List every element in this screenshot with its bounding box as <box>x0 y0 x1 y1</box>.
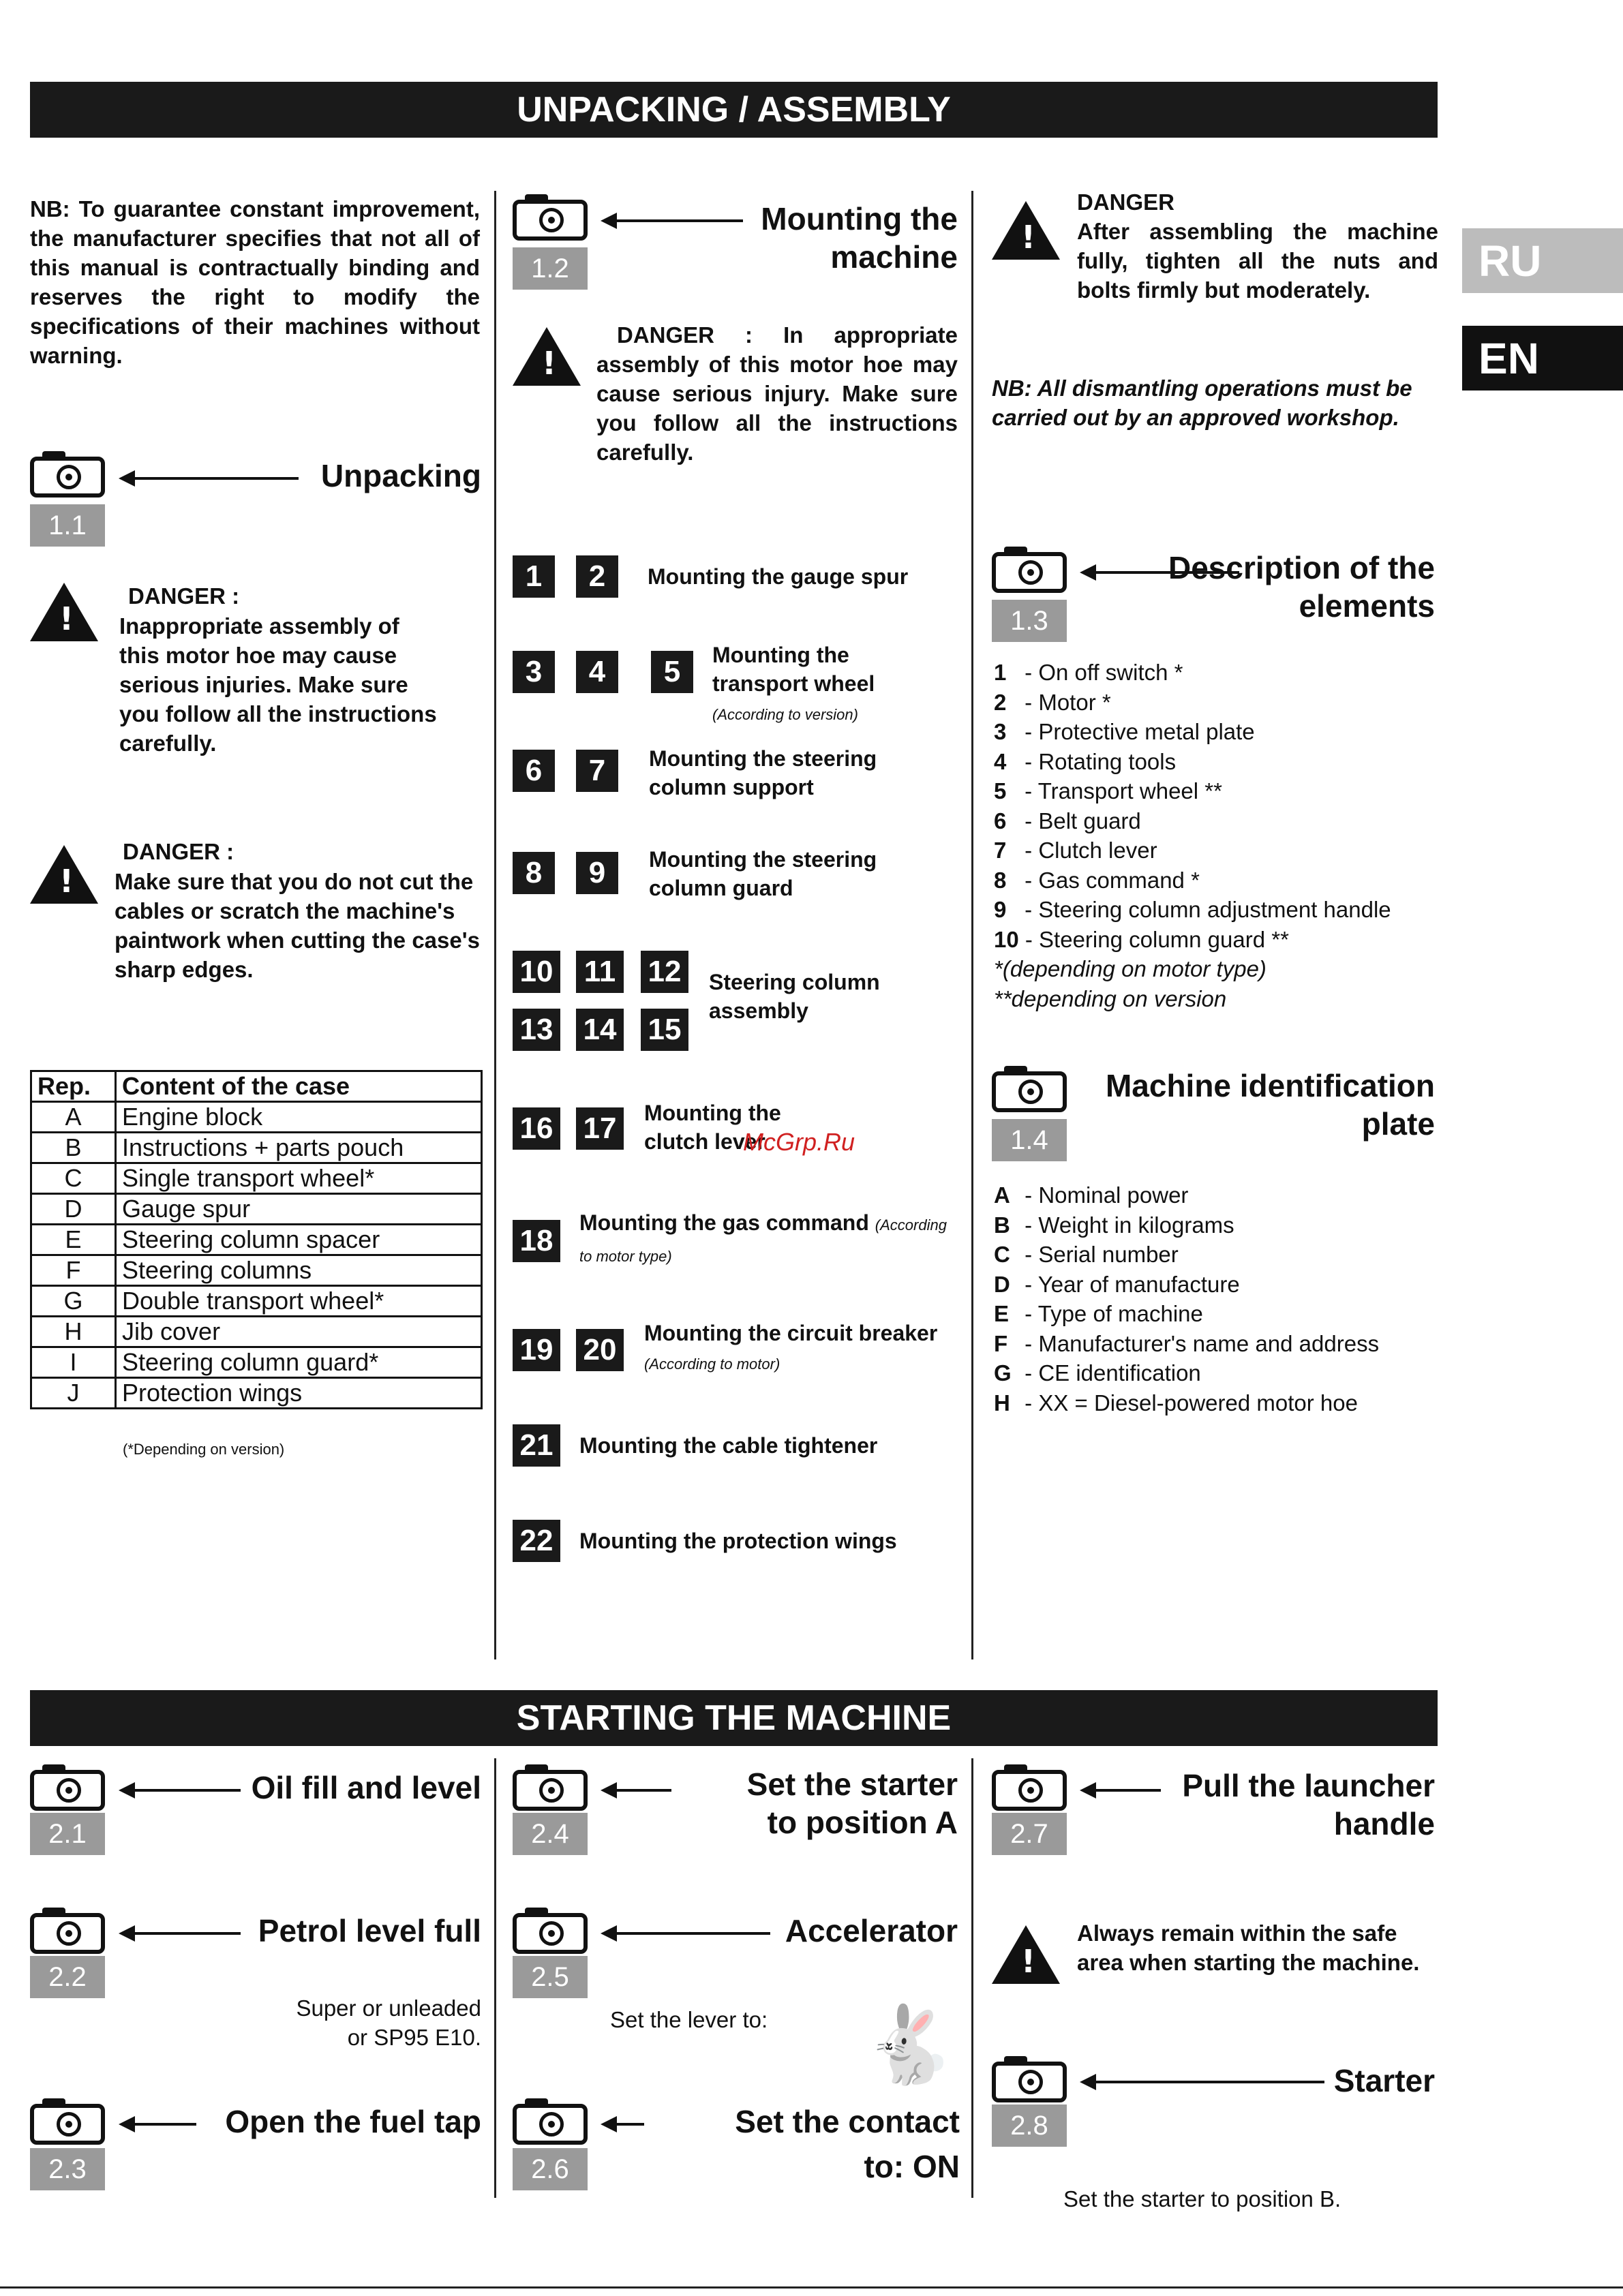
list-item: 8 - Gas command * <box>994 867 1200 893</box>
list-item: 7 - Clutch lever <box>994 838 1157 863</box>
section-title-description: Description of the elements <box>1168 550 1435 624</box>
warning-icon: ! <box>30 845 98 904</box>
watermark: McGrp.Ru <box>743 1128 855 1156</box>
content-cell: Double transport wheel* <box>116 1286 482 1317</box>
step-number: 2 <box>576 555 618 598</box>
list-item: 6 - Belt guard <box>994 808 1141 833</box>
step-number: 7 <box>576 750 618 792</box>
step-label: Mounting the cable tightener <box>579 1433 878 1458</box>
arrow-icon <box>603 219 743 222</box>
content-cell: Single transport wheel* <box>116 1163 482 1194</box>
table-header-row <box>31 1071 482 1102</box>
danger-text: After assembling the machine fully, tighten all the nuts and bolts firmly but moderately. <box>1077 219 1438 303</box>
rep-cell: B <box>31 1133 116 1163</box>
table-row <box>31 1347 482 1378</box>
table-row <box>31 1317 482 1347</box>
table-row <box>31 1225 482 1255</box>
danger-text: Make sure that you do not cut the cables or scratch the machine's paintwork when cutting the case's sharp edges. <box>115 869 480 982</box>
section-title-identification: Machine identification plate <box>1105 1068 1435 1142</box>
rep-cell: G <box>31 1286 116 1317</box>
camera-icon <box>992 2062 1067 2102</box>
petrol-note: Super or unleaded or SP95 E10. <box>296 1995 481 2050</box>
content-cell: Steering column guard* <box>116 1347 482 1378</box>
list-item: C - Serial number <box>994 1242 1179 1267</box>
figure-tag-2-6: 2.6 <box>513 2148 588 2190</box>
warning-icon: ! <box>513 327 581 386</box>
rep-cell: D <box>31 1194 116 1225</box>
step-label: Mounting the protection wings <box>579 1529 897 1553</box>
content-cell: Steering column spacer <box>116 1225 482 1255</box>
step-label <box>579 1208 961 1271</box>
column-divider <box>494 191 496 1659</box>
camera-icon <box>30 1770 105 1811</box>
figure-tag-2-2: 2.2 <box>30 1956 105 1998</box>
section-title-starter-a: Set the starter to position A <box>746 1766 958 1840</box>
step-number: 4 <box>576 651 618 693</box>
rep-cell: I <box>31 1347 116 1378</box>
figure-tag-1-1: 1.1 <box>30 504 105 547</box>
step-number: 18 <box>513 1220 560 1262</box>
figure-tag-2-4: 2.4 <box>513 1813 588 1855</box>
section-header-starting: STARTING THE MACHINE <box>30 1690 1438 1746</box>
rep-cell: J <box>31 1378 116 1409</box>
tab-ru[interactable]: RU <box>1462 228 1623 293</box>
step-number: 20 <box>576 1329 624 1371</box>
section-title-fuel-tap: Open the fuel tap <box>225 2104 481 2139</box>
table-row <box>31 1255 482 1286</box>
camera-icon <box>992 1770 1067 1811</box>
tab-en[interactable]: EN <box>1462 326 1623 391</box>
step-label <box>712 641 944 729</box>
figure-tag-2-1: 2.1 <box>30 1813 105 1855</box>
step-note: (According to version) <box>712 706 858 723</box>
column-header-content: Content of the case <box>116 1071 482 1102</box>
table-row <box>31 1133 482 1163</box>
step-label: Mounting the steering column guard <box>649 847 877 900</box>
footnote: **depending on version <box>994 985 1227 1011</box>
section-title-oil: Oil fill and level <box>251 1770 481 1805</box>
section-title-contact: Set the contact to: ON <box>735 2104 960 2184</box>
plate-list <box>994 1180 1444 1418</box>
rep-cell: F <box>31 1255 116 1286</box>
section-title-starter: Starter <box>1333 2063 1435 2098</box>
list-item: A - Nominal power <box>994 1182 1189 1208</box>
list-item: F - Manufacturer's name and address <box>994 1330 1380 1356</box>
arrow-icon <box>121 1789 241 1792</box>
step-label: Mounting the gauge spur <box>648 564 909 589</box>
list-item: 10 - Steering column guard ** <box>994 926 1289 952</box>
section-title-petrol: Petrol level full <box>258 1913 481 1948</box>
arrow-icon <box>121 1932 241 1935</box>
section-header-unpacking: UNPACKING / ASSEMBLY <box>30 82 1438 138</box>
nb-notice: NB: To guarantee constant improvement, the manufacturer specifies that not all of this manual is contractually binding and reserves the right to modify the specifications of their machines without warning. <box>30 196 480 368</box>
step-number: 9 <box>576 852 618 894</box>
step-label: Steering column assembly <box>709 970 880 1023</box>
arrow-icon <box>603 1932 770 1935</box>
danger-text: Always remain within the safe area when starting the machine. <box>1077 1920 1420 1975</box>
step-number: 14 <box>576 1009 624 1051</box>
arrow-icon <box>121 477 299 480</box>
camera-icon <box>30 1913 105 1954</box>
camera-icon <box>30 2104 105 2145</box>
step-number: 19 <box>513 1329 560 1371</box>
step-number: 13 <box>513 1009 560 1051</box>
step-label-text: Mounting the gas command <box>579 1210 869 1235</box>
figure-tag-2-3: 2.3 <box>30 2148 105 2190</box>
table-footnote: (*Depending on version) <box>123 1441 285 1458</box>
figure-tag-1-3: 1.3 <box>992 600 1067 642</box>
danger-title: DANGER <box>1077 189 1175 215</box>
step-number: 8 <box>513 852 555 894</box>
table-row <box>31 1194 482 1225</box>
table-row <box>31 1102 482 1133</box>
warning-icon: ! <box>30 583 98 641</box>
step-label-text: Mounting the circuit breaker <box>644 1321 938 1345</box>
step-note: (According to motor) <box>644 1356 780 1373</box>
footnote: *(depending on motor type) <box>994 956 1266 981</box>
step-number: 11 <box>576 951 624 993</box>
content-cell: Engine block <box>116 1102 482 1133</box>
camera-icon <box>30 457 105 498</box>
list-item: H - XX = Diesel-powered motor hoe <box>994 1390 1358 1415</box>
step-number: 17 <box>576 1107 624 1150</box>
content-cell: Instructions + parts pouch <box>116 1133 482 1163</box>
danger-text: Inappropriate assembly of this motor hoe may cause serious injuries. Make sure you follow all the instructions carefully. <box>119 613 437 756</box>
elements-list <box>994 658 1444 1013</box>
list-item: 9 - Steering column adjustment handle <box>994 897 1391 922</box>
camera-icon <box>513 200 588 241</box>
arrow-icon <box>603 1789 671 1792</box>
list-item: 1 - On off switch * <box>994 660 1183 685</box>
step-number: 6 <box>513 750 555 792</box>
step-label <box>644 1319 965 1379</box>
content-cell: Protection wings <box>116 1378 482 1409</box>
figure-tag-2-8: 2.8 <box>992 2104 1067 2147</box>
camera-icon <box>992 1071 1067 1112</box>
step-number: 21 <box>513 1424 560 1467</box>
step-number: 15 <box>641 1009 688 1051</box>
warning-icon: ! <box>992 201 1060 260</box>
warning-icon: ! <box>992 1925 1060 1984</box>
camera-icon <box>513 2104 588 2145</box>
arrow-icon <box>1082 2081 1324 2083</box>
list-item: D - Year of manufacture <box>994 1271 1240 1297</box>
step-note: (According to motor type) <box>579 1216 947 1265</box>
table-row <box>31 1378 482 1409</box>
list-item: 5 - Transport wheel ** <box>994 778 1222 803</box>
table-row <box>31 1286 482 1317</box>
section-title-mounting: Mounting the machine <box>761 201 958 275</box>
figure-tag-2-7: 2.7 <box>992 1813 1067 1855</box>
section-title-unpacking: Unpacking <box>320 458 481 493</box>
list-item: 3 - Protective metal plate <box>994 719 1255 744</box>
list-item: G - CE identification <box>994 1360 1201 1386</box>
camera-icon <box>992 552 1067 593</box>
content-cell: Jib cover <box>116 1317 482 1347</box>
section-title-launcher: Pull the launcher handle <box>1182 1768 1435 1841</box>
camera-icon <box>513 1770 588 1811</box>
page-bottom-rule <box>0 2286 1623 2289</box>
list-item: 4 - Rotating tools <box>994 748 1177 774</box>
danger-text: DANGER : In appropriate assembly of this motor hoe may cause serious injury. Make sure you follow all the instructions carefully. <box>596 322 958 465</box>
step-number: 5 <box>651 651 693 693</box>
accelerator-note: Set the lever to: <box>610 2007 768 2032</box>
rep-cell: C <box>31 1163 116 1194</box>
list-item: B - Weight in kilograms <box>994 1212 1234 1238</box>
figure-tag-2-5: 2.5 <box>513 1956 588 1998</box>
table-row <box>31 1163 482 1194</box>
step-number: 10 <box>513 951 560 993</box>
arrow-icon <box>1082 1789 1161 1792</box>
arrow-icon <box>603 2123 644 2126</box>
figure-tag-1-4: 1.4 <box>992 1119 1067 1161</box>
column-divider <box>971 191 973 1659</box>
column-divider <box>494 1758 496 2198</box>
rabbit-icon: 🐇 <box>862 2001 956 2088</box>
step-number: 1 <box>513 555 555 598</box>
step-number: 22 <box>513 1520 560 1562</box>
list-item: 2 - Motor * <box>994 689 1111 715</box>
rep-cell: E <box>31 1225 116 1255</box>
case-contents-table <box>30 1070 483 1409</box>
figure-tag-1-2: 1.2 <box>513 247 588 290</box>
section-title-accelerator: Accelerator <box>785 1913 958 1948</box>
rep-cell: A <box>31 1102 116 1133</box>
starter-note: Set the starter to position B. <box>1063 2186 1341 2211</box>
step-label-text: Mounting the transport wheel <box>712 643 875 696</box>
step-label: Mounting the clutch lever <box>644 1101 781 1154</box>
column-header-rep: Rep. <box>31 1071 116 1102</box>
step-number: 16 <box>513 1107 560 1150</box>
camera-icon <box>513 1913 588 1954</box>
content-cell: Gauge spur <box>116 1194 482 1225</box>
step-number: 3 <box>513 651 555 693</box>
arrow-icon <box>121 2123 196 2126</box>
step-label: Mounting the steering column support <box>649 746 877 799</box>
list-item: E - Type of machine <box>994 1301 1203 1326</box>
danger-title: DANGER : <box>128 583 240 609</box>
column-divider <box>971 1758 973 2198</box>
rep-cell: H <box>31 1317 116 1347</box>
step-number: 12 <box>641 951 688 993</box>
nb-dismantling: NB: All dismantling operations must be carried out by an approved workshop. <box>992 376 1412 430</box>
content-cell: Steering columns <box>116 1255 482 1286</box>
danger-title: DANGER : <box>123 839 234 864</box>
